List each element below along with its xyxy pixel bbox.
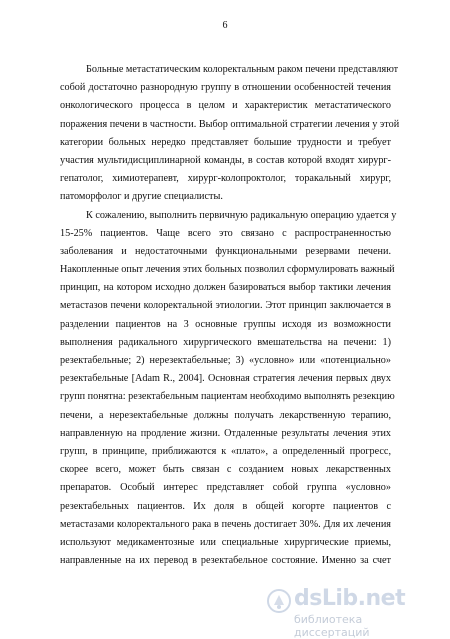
dslib-watermark (264, 586, 436, 639)
text-line: Больные метастатическим колоректальным раком печени представляют (86, 64, 399, 75)
text-line: К сожалению, выполнить первичную радикальную операцию удается у (86, 209, 397, 221)
text-line: участия мультидисциплинарной команды, в состав которой входят хирург- (60, 154, 391, 166)
text-line: резектабельных пациентов. Их доля в общей когорте пациентов с (60, 500, 391, 512)
text-line: метастазов печени колоректальной этиологии. Этот принцип заключается в (60, 300, 391, 312)
text-line: разделении пациентов на 3 основные группы исходя из возможности (60, 318, 391, 330)
text-line: категории больных нередко представляет большие трудности и требует (60, 136, 391, 148)
watermark-tagline: библиотека диссертаций (294, 613, 370, 639)
text-line: принцип, на котором исходно должен базироваться выбор тактики лечения (60, 282, 391, 294)
text-line: препаратов. Особый интерес представляет собой группа «условно» (60, 482, 391, 494)
text-line: заболевания и недостаточными функциональными резервами печени. (60, 245, 391, 257)
text-line: выполнения радикального хирургического вмешательства на печени: 1) (60, 336, 391, 348)
text-line: групп, в принципе, приближаются к «плато», а определенный прогресс, (60, 445, 391, 457)
text-line: гепатолог, химиотерапевт, хирург-колопроктолог, торакальный хирург, (60, 173, 391, 185)
text-line: скорее всего, может быть связан с созданием новых лекарственных (60, 464, 391, 476)
document-body (60, 61, 400, 570)
dslib-logo-icon (266, 588, 292, 614)
text-line: метастазами колоректального рака в печень достигает 30%. Для их лечения (60, 518, 391, 530)
watermark-logo-text: dsLib.net (294, 586, 406, 611)
text-line: Накопленные опыт лечения этих больных позволил сформулировать важный (60, 264, 395, 276)
text-line: используют медикаментозные или специальные хирургические приемы, (60, 536, 391, 548)
text-line: 15-25% пациентов. Чаще всего это связано с распространенностью (60, 227, 391, 239)
text-line: направленную на продление жизни. Отдаленные результаты лечения этих (60, 427, 391, 439)
text-line: поражения печени в частности. Выбор оптимальной стратегии лечения у этой (60, 118, 400, 130)
text-line: резектабельные; 2) нерезектабельные; 3) «условно» или «потенциально» (60, 355, 391, 366)
text-line: направленные на их перевод в резектабельное состояние. Именно за счет (60, 555, 391, 567)
text-line: патоморфолог и другие специалисты. (60, 191, 223, 203)
text-line: собой достаточно разнородную группу в отношении особенностей течения (60, 82, 391, 94)
text-line: онкологического процесса в целом и характеристик метастатического (60, 100, 391, 112)
text-line: групп понятна: резектабельным пациентам необходимо выполнять резекцию (60, 391, 395, 403)
page-number: 6 (222, 20, 228, 31)
text-line: печени, а нерезектабельные должны получать лекарственную терапию, (60, 409, 391, 421)
text-line: резектабельные [Adam R., 2004]. Основная стратегия лечения первых двух (60, 373, 391, 385)
